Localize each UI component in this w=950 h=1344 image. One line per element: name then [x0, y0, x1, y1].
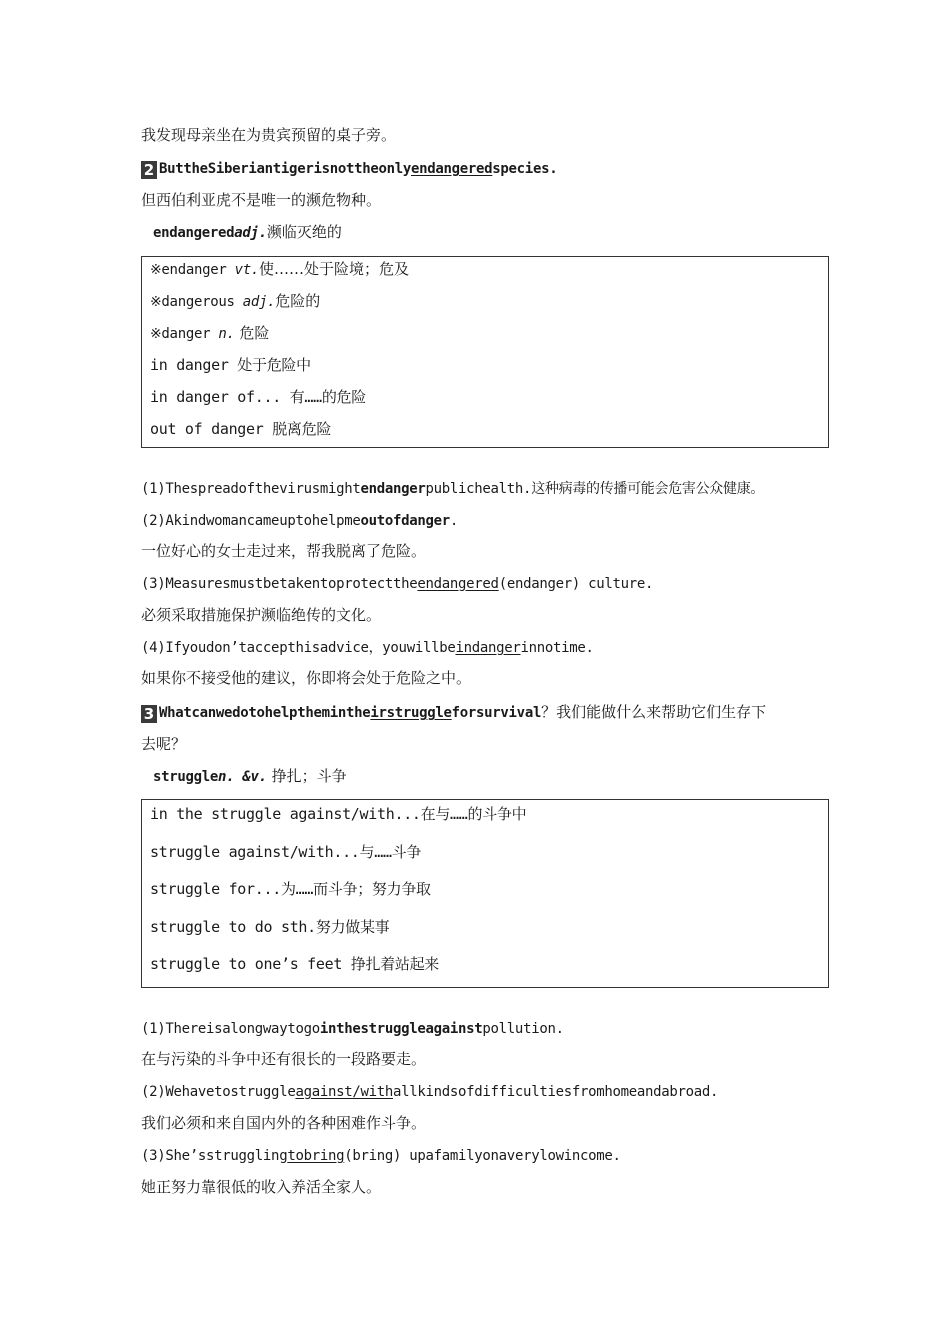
box-row — [150, 291, 320, 312]
example-text: (endanger) culture. — [498, 576, 654, 592]
example-text: . — [449, 513, 459, 529]
sentence-3-translation-cont: 去呢？ — [141, 735, 187, 753]
example-text: (3)Measuresmustbetakentoprotectthe — [141, 576, 418, 592]
word-family-box — [141, 256, 829, 448]
example-answer: tobring — [287, 1148, 345, 1164]
box-row: struggle for...为……而斗争；努力争取 — [150, 880, 431, 898]
example-text: (2)Akindwomancameuptohelpme — [141, 513, 361, 529]
example-text: allkindsofdifficultiesfromhomeandabroad. — [393, 1084, 719, 1100]
box-row-meaning: 危险 — [234, 324, 270, 342]
example-answer: against/with — [295, 1084, 393, 1100]
headword-meaning: 濒临灭绝的 — [266, 223, 342, 241]
example-2-3 — [141, 573, 653, 594]
headword-meaning: 挣扎；斗争 — [266, 767, 347, 785]
section-number-badge: 2 — [141, 161, 157, 179]
example-text: (3)She’sstruggling — [141, 1148, 288, 1164]
box-row: in the struggle against/with...在与……的斗争中 — [150, 805, 527, 823]
section-number-badge: 3 — [141, 705, 157, 723]
example-text: innotime. — [520, 640, 594, 656]
sentence-3-translation: ？我们能做什么来帮助它们生存下 — [541, 703, 767, 721]
box-row-meaning: 使……处于险境；危及 — [258, 260, 409, 278]
example-text: pollution. — [482, 1021, 564, 1037]
sentence-2-part-b: species. — [492, 161, 558, 177]
example-answer: inthestruggleagainst — [319, 1021, 483, 1037]
sentence-2-part-a: ButtheSiberiantigerisnottheonly — [159, 161, 411, 177]
box-row-pos: vt. — [234, 262, 259, 278]
example-2-1 — [141, 478, 764, 499]
sentence-2 — [141, 158, 557, 179]
box-row — [150, 259, 409, 280]
intro-translation: 我发现母亲坐在为贵宾预留的桌子旁。 — [141, 126, 397, 144]
sentence-2-translation: 但西伯利亚虎不是唯一的濒危物种。 — [141, 191, 382, 209]
sentence-3 — [141, 702, 766, 723]
example-3-1-translation: 在与污染的斗争中还有很长的一段路要走。 — [141, 1050, 427, 1068]
box-row-text: ※danger — [150, 326, 219, 342]
example-text: (2)Wehavetostruggle — [141, 1084, 296, 1100]
box-row-meaning: 危险的 — [275, 292, 321, 310]
sentence-3-keyword: irstruggle — [370, 705, 452, 721]
example-text: (1)Thespreadofthevirusmight — [141, 481, 361, 497]
part-of-speech: n. &v. — [218, 769, 267, 785]
part-of-speech: adj. — [234, 225, 267, 241]
box-row-text: ※endanger — [150, 262, 235, 278]
example-3-2 — [141, 1081, 718, 1102]
headword-struggle — [153, 766, 347, 787]
box-row: struggle to do sth.努力做某事 — [150, 918, 390, 936]
example-text: (bring) upafamilyonaverylowincome. — [344, 1148, 621, 1164]
headword: struggle — [153, 769, 219, 785]
example-3-1 — [141, 1018, 564, 1039]
example-2-2 — [141, 510, 458, 531]
example-3-3 — [141, 1145, 621, 1166]
box-row-text: ※dangerous — [150, 294, 243, 310]
box-row: struggle to one’s feet 挣扎着站起来 — [150, 955, 440, 973]
example-answer: endangered — [417, 576, 499, 592]
example-2-2-translation: 一位好心的女士走过来，帮我脱离了危险。 — [141, 542, 427, 560]
example-3-2-translation: 我们必须和来自国内外的各种困难作斗争。 — [141, 1114, 427, 1132]
headword: endangered — [153, 225, 235, 241]
box-row: struggle against/with...与……斗争 — [150, 843, 422, 861]
example-text: (4)Ifyoudon’taccepthisadvice，youwillbe — [141, 640, 456, 656]
example-3-3-translation: 她正努力靠很低的收入养活全家人。 — [141, 1178, 382, 1196]
phrase-box — [141, 799, 829, 988]
example-answer: indanger — [455, 640, 521, 656]
sentence-2-keyword: endangered — [411, 161, 493, 177]
example-answer: endanger — [360, 481, 426, 497]
sentence-3-part-a: Whatcanwedotohelptheminthe — [159, 705, 371, 721]
example-answer: outofdanger — [360, 513, 450, 529]
box-row: in danger of... 有……的危险 — [150, 388, 366, 406]
example-text: publichealth.这种病毒的传播可能会危害公众健康。 — [425, 481, 765, 497]
example-2-3-translation: 必须采取措施保护濒临绝传的文化。 — [141, 606, 382, 624]
box-row: out of danger 脱离危险 — [150, 420, 332, 438]
example-2-4-translation: 如果你不接受他的建议，你即将会处于危险之中。 — [141, 669, 472, 687]
example-2-4 — [141, 637, 594, 658]
box-row-pos: n. — [218, 326, 235, 342]
example-text: (1)Thereisalongwaytogo — [141, 1021, 320, 1037]
sentence-3-part-b: forsurvival — [451, 705, 542, 721]
box-row-pos: adj. — [242, 294, 276, 310]
headword-endangered — [153, 222, 342, 243]
box-row — [150, 323, 269, 344]
box-row: in danger 处于危险中 — [150, 356, 311, 374]
